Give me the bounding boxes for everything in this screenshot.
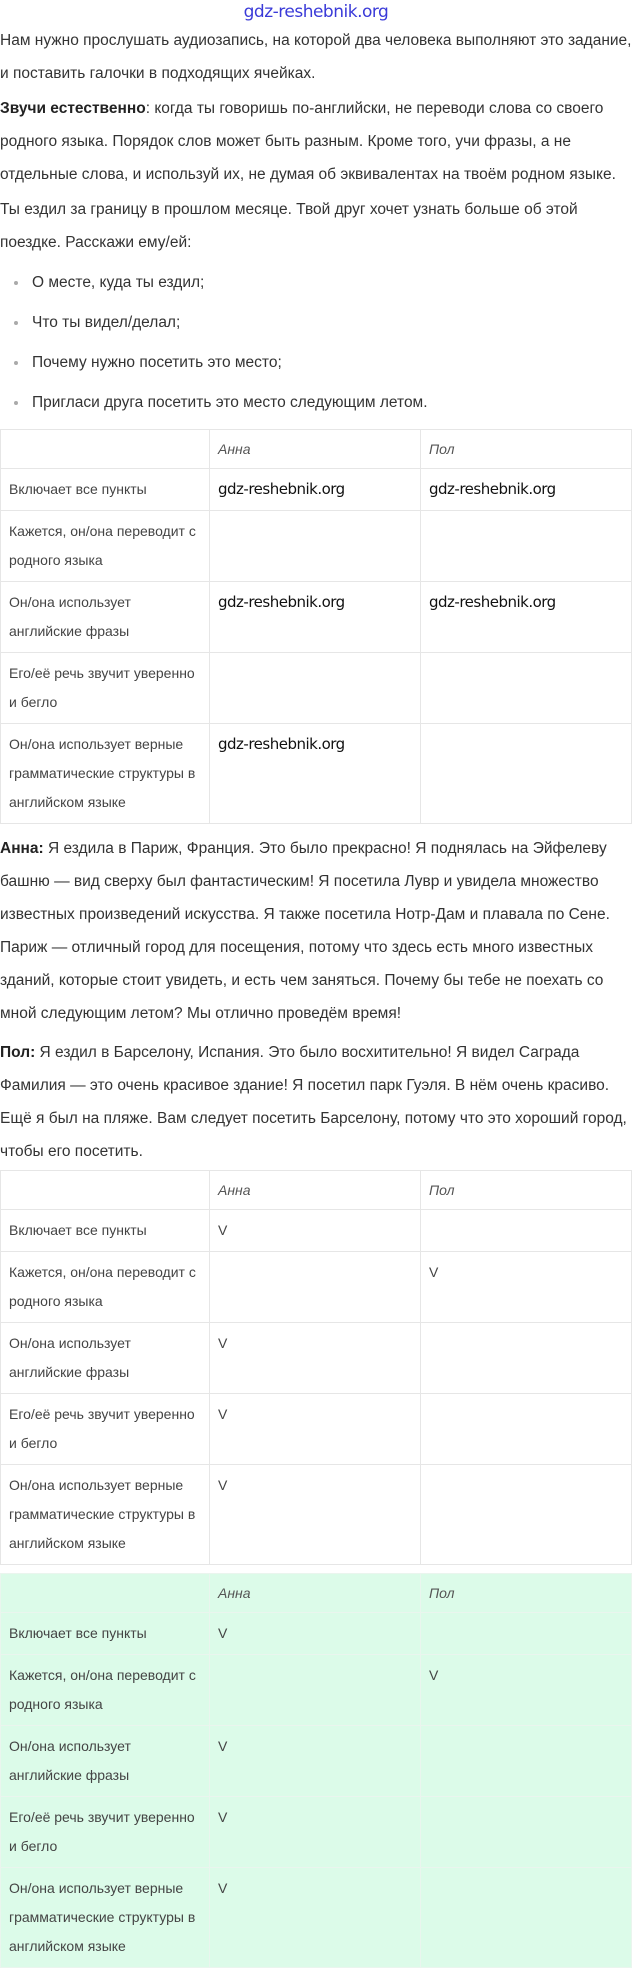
tip-text: : когда ты говоришь по-английски, не переводи слова со своего родного языка. Порядок слов может быть разным. Кроме того, учи фразы, а не отдельные слова, и используй их, не думая об эквивалентах на твоём родном языке. [0, 100, 616, 183]
check-cell[interactable] [421, 724, 632, 824]
anna-mark: V [210, 1323, 421, 1394]
pol-mark [421, 1323, 632, 1394]
check-cell[interactable] [210, 469, 421, 511]
task-bullets [0, 263, 632, 423]
pol-monologue [0, 1036, 632, 1168]
anna-mark: V [210, 1797, 421, 1868]
watermark: gdz-reshebnik.org [429, 480, 556, 498]
criterion-cell: Его/её речь звучит уверенно и бегло [1, 1394, 210, 1465]
header-empty [1, 1171, 210, 1210]
criterion-cell: Он/она использует верные грамматические структуры в английском языке [1, 1868, 210, 1968]
anna-mark: V [210, 1465, 421, 1565]
check-cell[interactable] [421, 582, 632, 653]
bullet-item: О месте, куда ты ездил; [0, 263, 632, 303]
pol-mark [421, 1465, 632, 1565]
anna-mark [210, 1252, 421, 1323]
header-empty [1, 430, 210, 469]
check-cell[interactable] [421, 653, 632, 724]
tip-label: Звучи естественно [0, 100, 146, 117]
anna-mark: V [210, 1210, 421, 1252]
criterion-cell: Его/её речь звучит уверенно и бегло [1, 1797, 210, 1868]
task-text: Ты ездил за границу в прошлом месяце. Твой друг хочет узнать больше об этой поездке. Расскажи ему/ей: [0, 201, 578, 251]
anna-label: Анна: [0, 840, 44, 857]
check-cell[interactable] [421, 511, 632, 582]
pol-label: Пол: [0, 1044, 36, 1061]
bullet-item: Почему нужно посетить это место; [0, 343, 632, 383]
watermark: gdz-reshebnik.org [429, 593, 556, 611]
pol-mark [421, 1868, 632, 1968]
criterion-cell: Его/её речь звучит уверенно и бегло [1, 653, 210, 724]
tip-paragraph [0, 92, 632, 191]
criterion-cell: Он/она использует английские фразы [1, 1323, 210, 1394]
criterion-cell: Кажется, он/она переводит с родного языка [1, 1252, 210, 1323]
criterion-cell: Он/она использует верные грамматические структуры в английском языке [1, 1465, 210, 1565]
criterion-cell: Кажется, он/она переводит с родного языка [1, 1655, 210, 1726]
watermark: gdz-reshebnik.org [218, 480, 345, 498]
header-anna: Анна [210, 430, 421, 469]
check-cell[interactable] [210, 724, 421, 824]
anna-mark: V [210, 1726, 421, 1797]
watermark: gdz-reshebnik.org [218, 735, 345, 753]
anna-mark: V [210, 1868, 421, 1968]
checklist-table-empty [0, 429, 632, 824]
watermark: gdz-reshebnik.org [218, 593, 345, 611]
criterion-cell: Он/она использует английские фразы [1, 1726, 210, 1797]
criterion-cell: Включает все пункты [1, 1210, 210, 1252]
criterion-cell: Он/она использует верные грамматические структуры в английском языке [1, 724, 210, 824]
bullet-item: Что ты видел/делал; [0, 303, 632, 343]
intro-text: Нам нужно прослушать аудиозапись, на которой два человека выполняют это задание, и поставить галочки в подходящих ячейках. [0, 32, 632, 82]
anna-mark: V [210, 1394, 421, 1465]
header-pol: Пол [421, 1171, 632, 1210]
header-anna: Анна [210, 1171, 421, 1210]
criterion-cell: Включает все пункты [1, 469, 210, 511]
check-cell[interactable] [210, 511, 421, 582]
pol-mark [421, 1394, 632, 1465]
anna-text: Я ездила в Париж, Франция. Это было прекрасно! Я поднялась на Эйфелеву башню — вид сверху был фантастическим! Я посетила Лувр и увидела множество известных произведений искусства. Я также посетила Нотр-Дам и плавала по Сене. Париж — отличный город для посещения, потому что здесь есть много известных зданий, которые стоит увидеть, и есть чем заняться. Почему бы тебе не поехать со мной следующим летом? Мы отлично проведём время! [0, 840, 610, 1022]
check-cell[interactable] [210, 653, 421, 724]
pol-mark: V [421, 1252, 632, 1323]
header-empty [1, 1574, 210, 1613]
anna-mark [210, 1655, 421, 1726]
pol-mark [421, 1210, 632, 1252]
check-cell[interactable] [210, 582, 421, 653]
pol-mark [421, 1726, 632, 1797]
checklist-table-filled [0, 1170, 632, 1565]
anna-monologue [0, 832, 632, 1030]
watermark-logo: gdz-reshebnik.org [243, 2, 389, 22]
criterion-cell: Кажется, он/она переводит с родного языка [1, 511, 210, 582]
criterion-cell: Включает все пункты [1, 1613, 210, 1655]
header-pol: Пол [421, 430, 632, 469]
pol-text: Я ездил в Барселону, Испания. Это было восхитительно! Я видел Саграда Фамилия — это очень красивое здание! Я посетил парк Гуэля. В нём очень красиво. Ещё я был на пляже. Вам следует посетить Барселону, потому что это хороший город, чтобы его посетить. [0, 1044, 627, 1160]
pol-mark: V [421, 1655, 632, 1726]
pol-mark [421, 1797, 632, 1868]
check-cell[interactable] [421, 469, 632, 511]
header-anna: Анна [210, 1574, 421, 1613]
anna-mark: V [210, 1613, 421, 1655]
answer-table [0, 1573, 632, 1968]
criterion-cell: Он/она использует английские фразы [1, 582, 210, 653]
header-pol: Пол [421, 1574, 632, 1613]
pol-mark [421, 1613, 632, 1655]
bullet-item: Пригласи друга посетить это место следующим летом. [0, 383, 632, 423]
